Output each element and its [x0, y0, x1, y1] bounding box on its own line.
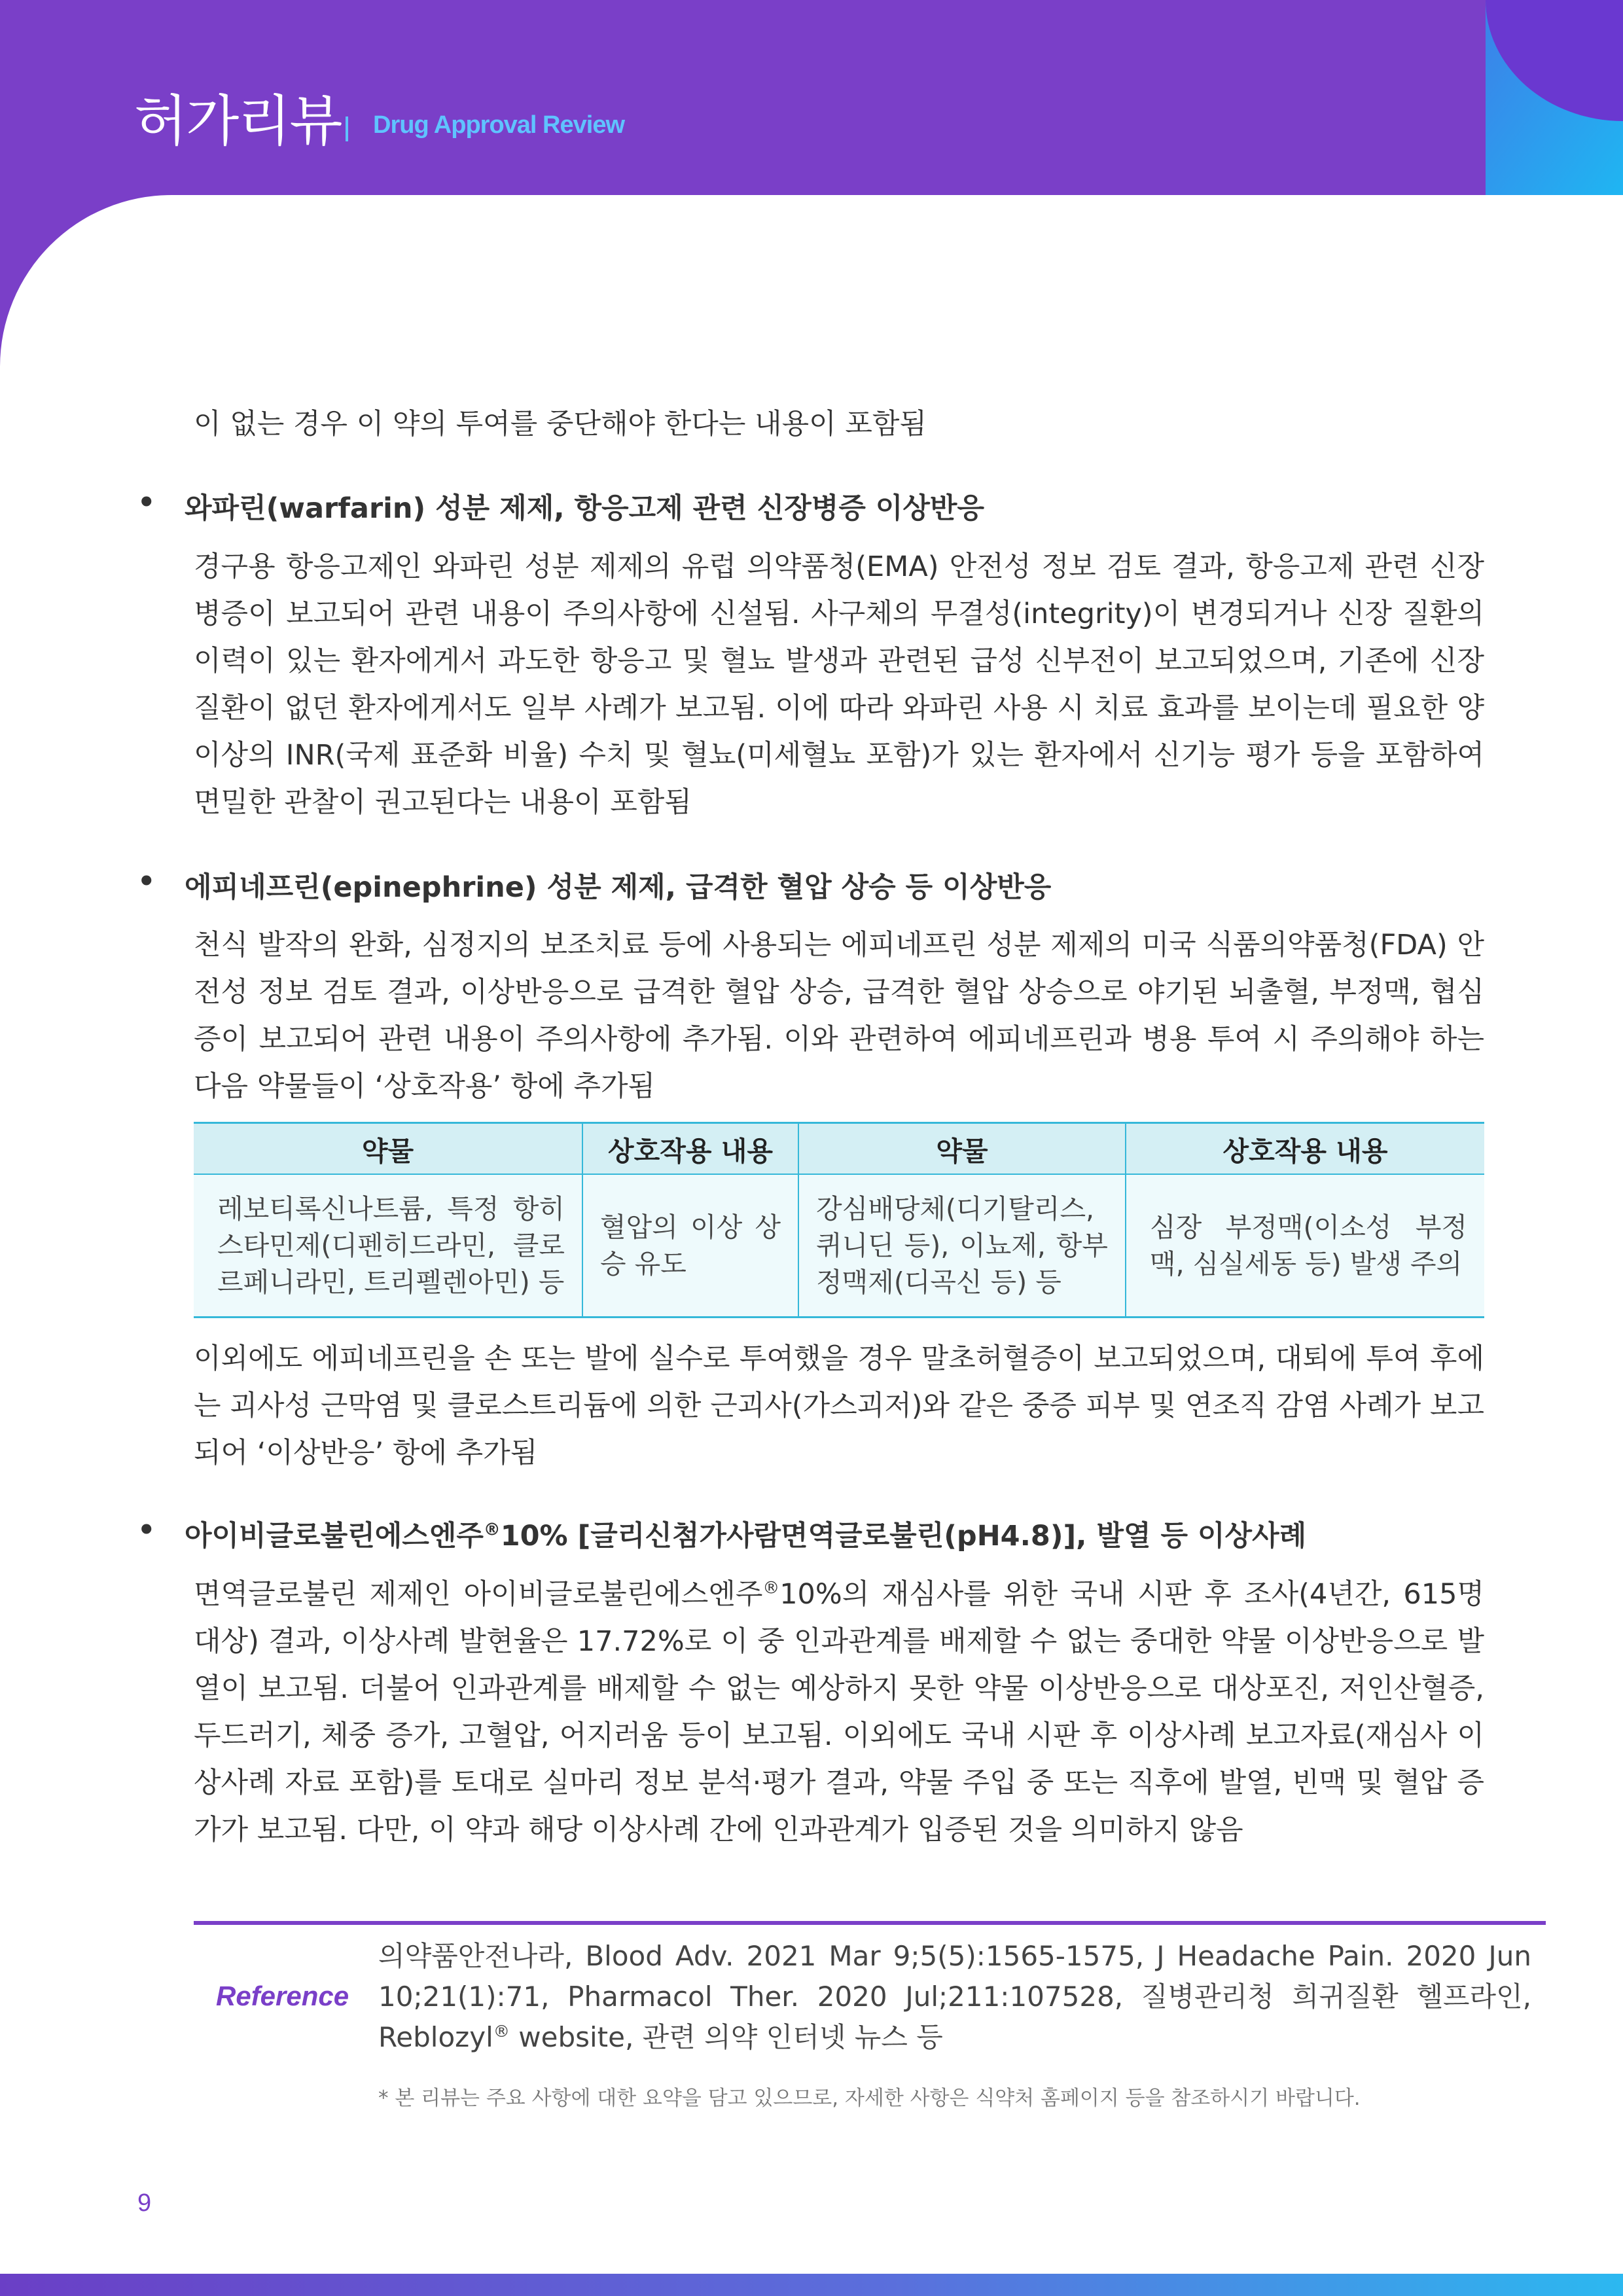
section-ivig-body [194, 1571, 1484, 1854]
bullet-icon: • [137, 486, 156, 519]
section-heading-text [185, 1514, 1306, 1554]
table-cell: 심장 부정맥(이소성 부정맥, 심실세동 등) 발생 주의 [1126, 1174, 1484, 1318]
reference-label: Reference [216, 1981, 349, 2011]
header-separator [346, 117, 348, 141]
footer-bar [0, 2274, 1623, 2296]
header-subtitle: Drug Approval Review [373, 111, 625, 139]
section-epinephrine-body-after: 이외에도 에피네프린을 손 또는 발에 실수로 투여했을 경우 말초허혈증이 보고되었으며, 대퇴에 투여 후에는 괴사성 근막염 및 클로스트리듐에 의한 근괴사(가스괴저)와 같은 중증 피부 및 연조직 감염 사례가 보고되어 ‘이상반응’ 항에 추가됨 [194, 1342, 1484, 1469]
body-prefix: 면역글로불린 제제인 아이비글로불린에스엔주 [194, 1578, 763, 1611]
header-title: 허가리뷰 [134, 89, 342, 153]
table-header-row [194, 1123, 1484, 1175]
section-warfarin-body: 경구용 항응고제인 와파린 성분 제제의 유럽 의약품청(EMA) 안전성 정보 검토 결과, 항응고제 관련 신장병증이 보고되어 관련 내용이 주의사항에 신설됨. 사구체의 무결성(integrity)이 변경되거나 신장 질환의 이력이 있는 환자에게서 과도한 항응고 및 혈뇨 발생과 관련된 급성 신부전이 보고되었으며, 기존에 신장 질환이 없던 환자에게서도 일부 사례가 보고됨. 이에 따라 와파린 사용 시 치료 효과를 보이는데 필요한 양 이상의 INR(국제 표준화 비율) 수치 및 혈뇨(미세혈뇨 포함)가 있는 환자에서 신기능 평가 등을 포함하여 면밀한 관찰이 권고된다는 내용이 포함됨 [194, 550, 1484, 819]
reference-text-suffix: website, 관련 의약 인터넷 뉴스 등 [509, 2021, 943, 2053]
heading-suffix: 10% [글리신첨가사람면역글로불린(pH4.8)], 발열 등 이상사례 [500, 1520, 1307, 1552]
table-row [194, 1174, 1484, 1318]
registered-mark: ® [483, 1520, 501, 1540]
intro-line: 이 없는 경우 이 약의 투여를 중단해야 한다는 내용이 포함됨 [194, 408, 927, 440]
table-header-cell: 상호작용 내용 [582, 1123, 798, 1175]
reference-text-prefix: 의약품안전나라, Blood Adv. 2021 Mar 9;5(5):1565-1575, J Headache Pain. 2020 Jun 10;21(1):71, Pharmacol Ther. 2020 Jul;211:107528, 질병관리청 희귀질환 헬프라인, Reblozyl [378, 1940, 1531, 2053]
table-header-cell: 상호작용 내용 [1126, 1123, 1484, 1175]
section-heading-text: 와파린(warfarin) 성분 제제, 항응고제 관련 신장병증 이상반응 [185, 492, 984, 525]
table-cell: 레보티록신나트륨, 특정 항히스타민제(디펜히드라민, 클로르페니라민, 트리펠렌아민) 등 [194, 1174, 582, 1318]
header-band [0, 0, 1623, 367]
body-suffix: 10%의 재심사를 위한 국내 시판 후 조사(4년간, 615명 대상) 결과, 이상사례 발현율은 17.72%로 이 중 인과관계를 배제할 수 없는 중대한 약물 이상반응으로 발열이 보고됨. 더불어 인과관계를 배제할 수 없는 예상하지 못한 약물 이상반응으로 대상포진, 저인산혈증, 두드러기, 체중 증가, 고혈압, 어지러움 등이 보고됨. 이외에도 국내 시판 후 이상사례 보고자료(재심사 이상사례 자료 포함)를 토대로 실마리 정보 분석·평가 결과, 약물 주입 중 또는 직후에 발열, 빈맥 및 혈압 증가가 보고됨. 다만, 이 약과 해당 이상사례 간에 인과관계가 입증된 것을 의미하지 않음 [194, 1578, 1484, 1846]
reference-note: * 본 리뷰는 주요 사항에 대한 요약을 담고 있으므로, 자세한 사항은 식약처 홈페이지 등을 참조하시기 바랍니다. [378, 2087, 1361, 2110]
bullet-icon: • [137, 865, 156, 898]
heading-prefix: 아이비글로불린에스엔주 [185, 1520, 484, 1552]
page-number: 9 [137, 2189, 152, 2217]
section-heading-text: 에피네프린(epinephrine) 성분 제제, 급격한 혈압 상승 등 이상반응 [185, 871, 1052, 904]
interaction-table [194, 1122, 1484, 1318]
bullet-icon: • [137, 1514, 156, 1547]
registered-mark: ® [762, 1578, 780, 1598]
table-cell: 혈압의 이상 상승 유도 [582, 1174, 798, 1318]
reference-divider [194, 1921, 1546, 1925]
table-header-cell: 약물 [798, 1123, 1126, 1175]
table-cell: 강심배당체(디기탈리스, 퀴니딘 등), 이뇨제, 항부정맥제(디곡신 등) 등 [798, 1174, 1126, 1318]
table-header-cell: 약물 [194, 1123, 582, 1175]
reference-text [378, 1936, 1531, 2058]
section-epinephrine-body: 천식 발작의 완화, 심정지의 보조치료 등에 사용되는 에피네프린 성분 제제의 미국 식품의약품청(FDA) 안전성 정보 검토 결과, 이상반응으로 급격한 혈압 상승, 급격한 혈압 상승으로 야기된 뇌출혈, 부정맥, 협심증이 보고되어 관련 내용이 주의사항에 추가됨. 이와 관련하여 에피네프린과 병용 투여 시 주의해야 하는 다음 약물들이 ‘상호작용’ 항에 추가됨 [194, 929, 1484, 1103]
registered-mark: ® [493, 2022, 510, 2041]
